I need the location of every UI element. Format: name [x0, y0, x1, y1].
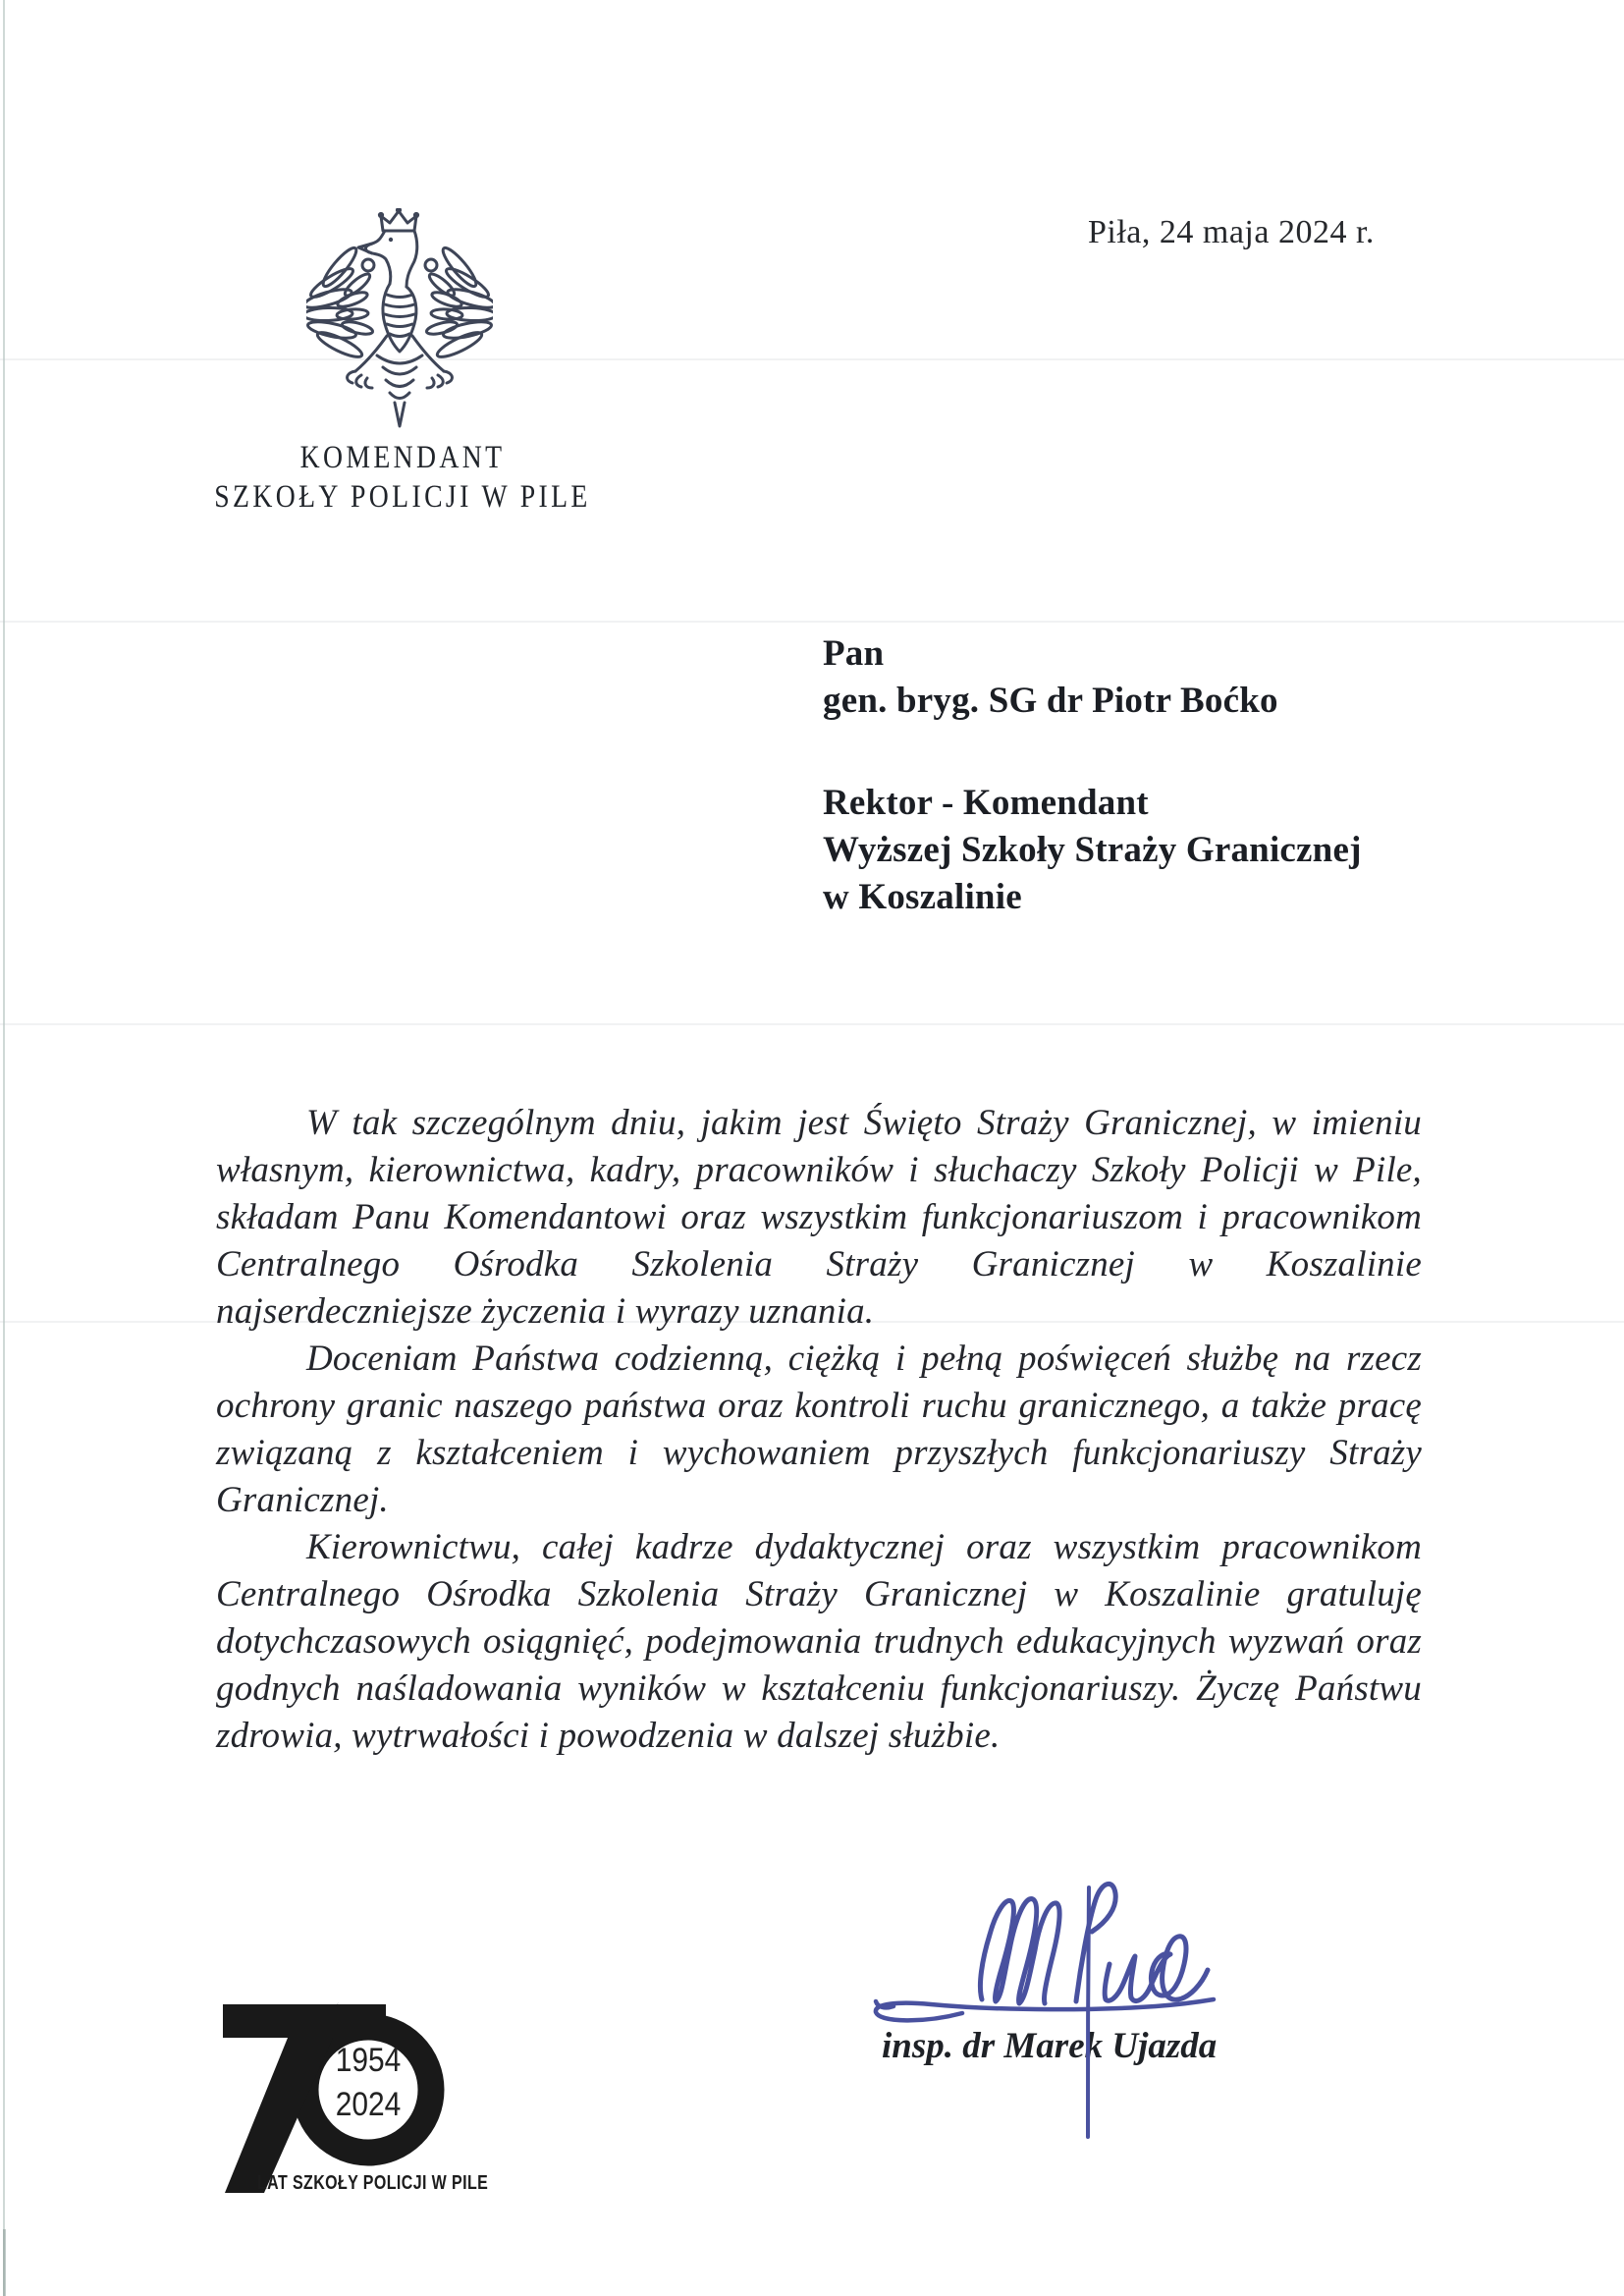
- recipient-name: gen. bryg. SG dr Piotr Boćko: [823, 681, 1278, 721]
- logo-caption: LAT SZKOŁY POLICJI W PILE: [257, 2172, 489, 2194]
- scan-edge-line: [3, 0, 5, 2296]
- recipient-location: w Koszalinie: [823, 877, 1022, 917]
- sender-title-line2: SZKOŁY POLICJI W PILE: [214, 479, 591, 515]
- body-paragraph-3: Kierownictwu, całej kadrze dydaktycznej oraz wszystkim pracownikom Centralnego Ośrodka Szkolenia Straży Granicznej w Koszalinie gratuluję dotychczasowych osiągnięć, podejmowania trudnych edukacyjnych wyzwań oraz godnych naśladowania wyników w kształceniu funkcjonariuszy. Życzę Państwu zdrowia, wytrwałości i powodzenia w dalszej służbie.: [216, 1527, 1422, 1756]
- handwritten-signature: [856, 1854, 1239, 2149]
- logo-year-start: 1954: [335, 2041, 402, 2079]
- polish-eagle-icon: [306, 208, 493, 434]
- scan-streak: [0, 621, 1624, 623]
- body-paragraph-1: W tak szczególnym dniu, jakim jest Święto Straży Granicznej, w imieniu własnym, kierownictwa, kadry, pracowników i słuchaczy Szkoły Policji w Pile, składam Panu Komendantowi oraz wszystkim funkcjonariuszom i pracownikom Centralnego Ośrodka Szkolenia Straży Granicznej w Koszalinie najserdeczniejsze życzenia i wyrazy uznania.: [216, 1103, 1422, 1332]
- scan-streak: [0, 1023, 1624, 1025]
- letter-date: Piła, 24 maja 2024 r.: [1088, 214, 1375, 250]
- sender-title-block: [157, 438, 648, 517]
- recipient-salutation: Pan: [823, 633, 885, 674]
- body-paragraph-2: Doceniam Państwa codzienną, ciężką i pełną poświęceń służbę na rzecz ochrony granic naszego państwa oraz kontroli ruchu granicznego, a także pracę związaną z kształceniem i wychowaniem przyszłych funkcjonariuszy Straży Granicznej.: [216, 1339, 1422, 1520]
- scan-streak: [0, 358, 1624, 360]
- recipient-position: Rektor - Komendant: [823, 783, 1149, 823]
- signatory-name: insp. dr Marek Ujazda: [882, 2026, 1218, 2066]
- scan-edge-line-bottom: [3, 2229, 6, 2296]
- recipient-institution: Wyższej Szkoły Straży Granicznej: [823, 830, 1362, 870]
- logo-year-end: 2024: [335, 2085, 402, 2123]
- letter-body: [216, 1100, 1422, 1760]
- anniversary-70-logo: [211, 1998, 461, 2200]
- sender-title-line1: KOMENDANT: [299, 440, 506, 475]
- recipient-block: [823, 630, 1362, 921]
- recipient-gap: [823, 725, 1362, 780]
